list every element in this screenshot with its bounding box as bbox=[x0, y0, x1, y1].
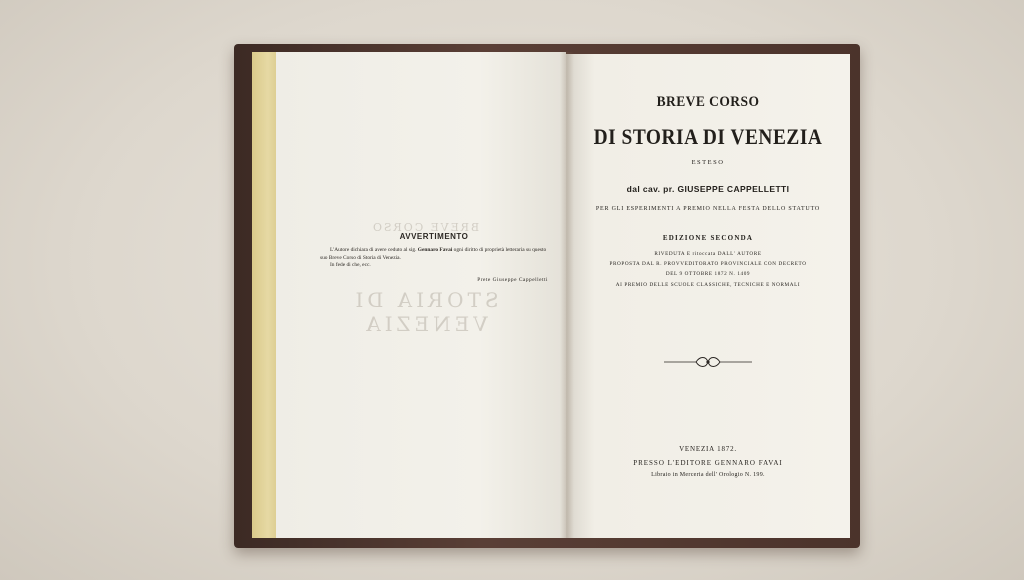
notice-text-1: L'Autore dichiara di avere ceduto al sig. bbox=[330, 247, 417, 253]
imprint-publisher: PRESSO L'EDITORE GENNARO FAVAI bbox=[633, 459, 783, 467]
title-detail-4: AI PREMIO DELLE SCUOLE CLASSICHE, TECNICHE E NORMALI bbox=[615, 282, 801, 288]
notice-block bbox=[320, 232, 548, 283]
title-detail-3: DEL 9 OTTOBRE 1872 N. 1409 bbox=[665, 271, 751, 277]
printers-ornament bbox=[662, 354, 754, 370]
title-purpose: PER GLI ESPERIMENTI A PREMIO NELLA FESTA DELLO STATUTO bbox=[595, 206, 821, 212]
bleed-through-line-2: STORIA DI VENEZIA bbox=[351, 288, 499, 336]
title-line-1: BREVE CORSO bbox=[656, 94, 760, 110]
title-detail-1: RIVEDUTA E ritoccata DALL' AUTORE bbox=[654, 251, 762, 257]
title-author: dal cav. pr. GIUSEPPE CAPPELLETTI bbox=[626, 184, 790, 194]
imprint-shop: Libraio in Merceria dell' Orologio N. 199. bbox=[651, 472, 765, 478]
notice-close: In fede di che, ecc. bbox=[330, 262, 371, 268]
title-detail-2: PROPOSTA DAL R. PROVVEDITORATO PROVINCIALE CON DECRETO bbox=[609, 261, 807, 267]
notice-text-2: ogni diritto di proprietà letteraria su questo suo Breve Corso di Storia di Venezia. bbox=[320, 247, 547, 261]
notice-name: Gennaro Favai bbox=[417, 247, 453, 253]
imprint-place: VENEZIA 1872. bbox=[679, 445, 737, 453]
title-edition: EDIZIONE SECONDA bbox=[662, 234, 754, 242]
title-line-2: DI STORIA DI VENEZIA bbox=[593, 124, 823, 149]
notice-body bbox=[320, 247, 548, 262]
title-page bbox=[566, 54, 850, 538]
notice-title: AVVERTIMENTO bbox=[399, 232, 469, 241]
notice-signature: Prete Giuseppe Cappelletti bbox=[477, 276, 548, 283]
title-esteso: ESTESO bbox=[691, 159, 725, 166]
bleed-through-line-1: BREVE CORSO bbox=[370, 221, 480, 234]
